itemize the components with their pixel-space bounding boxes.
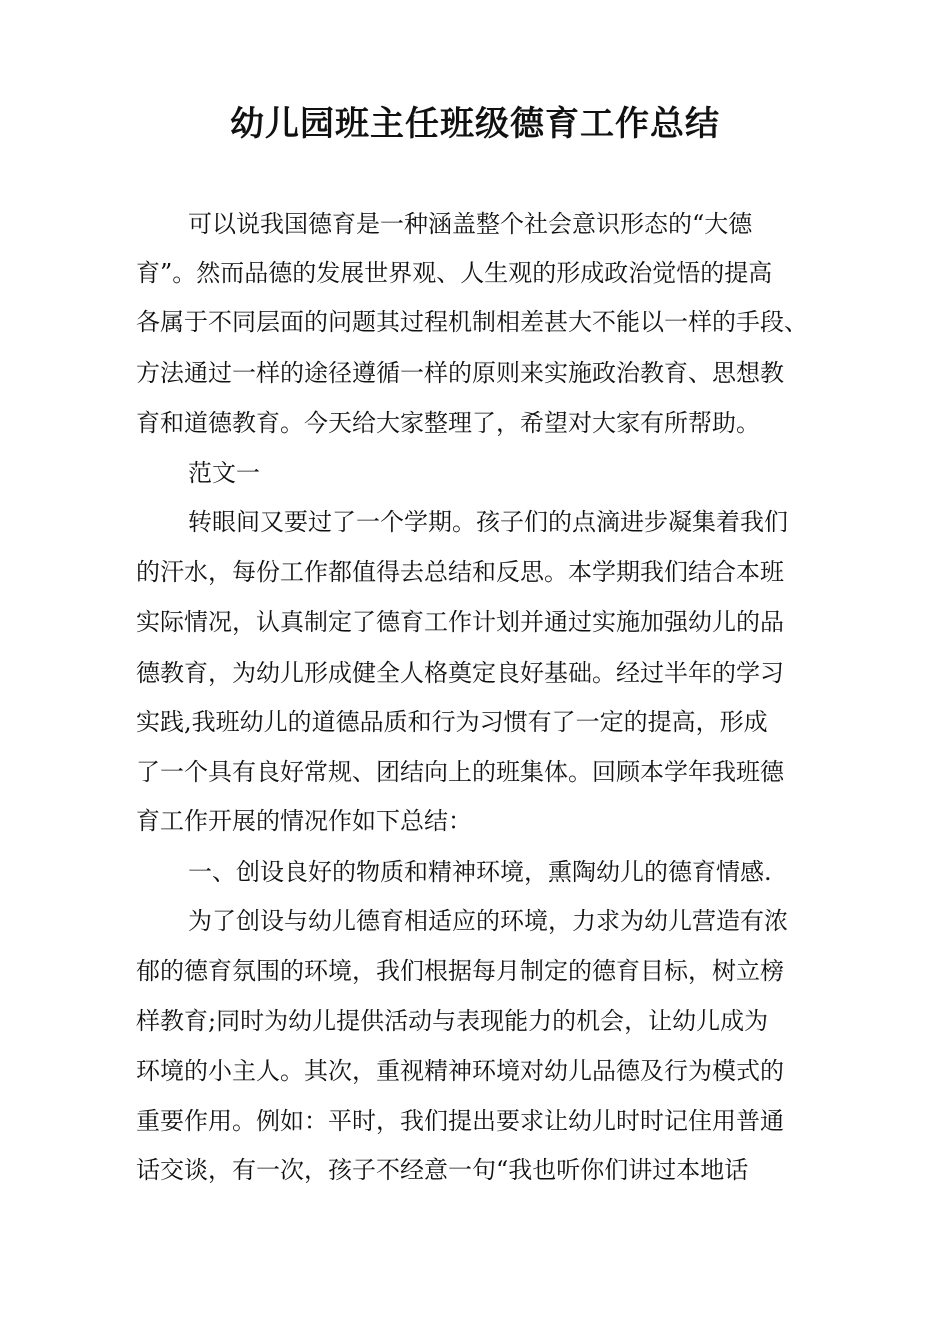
paragraph-line: 实践,我班幼儿的道德品质和行为习惯有了一定的提高，形成 bbox=[136, 708, 768, 736]
paragraph-line: 方法通过一样的途径遵循一样的原则来实施政治教育、思想教 bbox=[136, 359, 784, 387]
subsection-heading: 一、创设良好的物质和精神环境，熏陶幼儿的德育情感. bbox=[188, 858, 772, 886]
paragraph-line: 各属于不同层面的问题其过程机制相差甚大不能以一样的手段、 bbox=[136, 308, 808, 336]
document-title: 幼儿园班主任班级德育工作总结 bbox=[230, 104, 720, 144]
paragraph-line: 重要作用。例如：平时，我们提出要求让幼儿时时记住用普通 bbox=[136, 1107, 784, 1135]
paragraph-line: 育和道德教育。今天给大家整理了，希望对大家有所帮助。 bbox=[136, 409, 760, 437]
paragraph-line: 的汗水，每份工作都值得去总结和反思。本学期我们结合本班 bbox=[136, 558, 784, 586]
paragraph-line: 育”。然而品德的发展世界观、人生观的形成政治觉悟的提高 bbox=[136, 259, 773, 287]
paragraph-line: 样教育;同时为幼儿提供活动与表现能力的机会，让幼儿成为 bbox=[136, 1007, 769, 1035]
paragraph-line: 实际情况，认真制定了德育工作计划并通过实施加强幼儿的品 bbox=[136, 608, 784, 636]
paragraph-line: 环境的小主人。其次，重视精神环境对幼儿品德及行为模式的 bbox=[136, 1057, 784, 1085]
paragraph-line: 育工作开展的情况作如下总结： bbox=[136, 807, 472, 835]
paragraph-line: 郁的德育氛围的环境，我们根据每月制定的德育目标，树立榜 bbox=[136, 957, 784, 985]
paragraph-line: 话交谈，有一次，孩子不经意一句“我也听你们讲过本地话 bbox=[136, 1156, 749, 1184]
paragraph-line: 可以说我国德育是一种涵盖整个社会意识形态的“大德 bbox=[188, 210, 753, 238]
paragraph-line: 了一个具有良好常规、团结向上的班集体。回顾本学年我班德 bbox=[136, 758, 784, 786]
section-heading: 范文一 bbox=[188, 459, 260, 487]
paragraph-line: 德教育，为幼儿形成健全人格奠定良好基础。经过半年的学习 bbox=[136, 659, 784, 687]
paragraph-line: 为了创设与幼儿德育相适应的环境，力求为幼儿营造有浓 bbox=[188, 907, 788, 935]
paragraph-line: 转眼间又要过了一个学期。孩子们的点滴进步凝集着我们 bbox=[188, 508, 788, 536]
